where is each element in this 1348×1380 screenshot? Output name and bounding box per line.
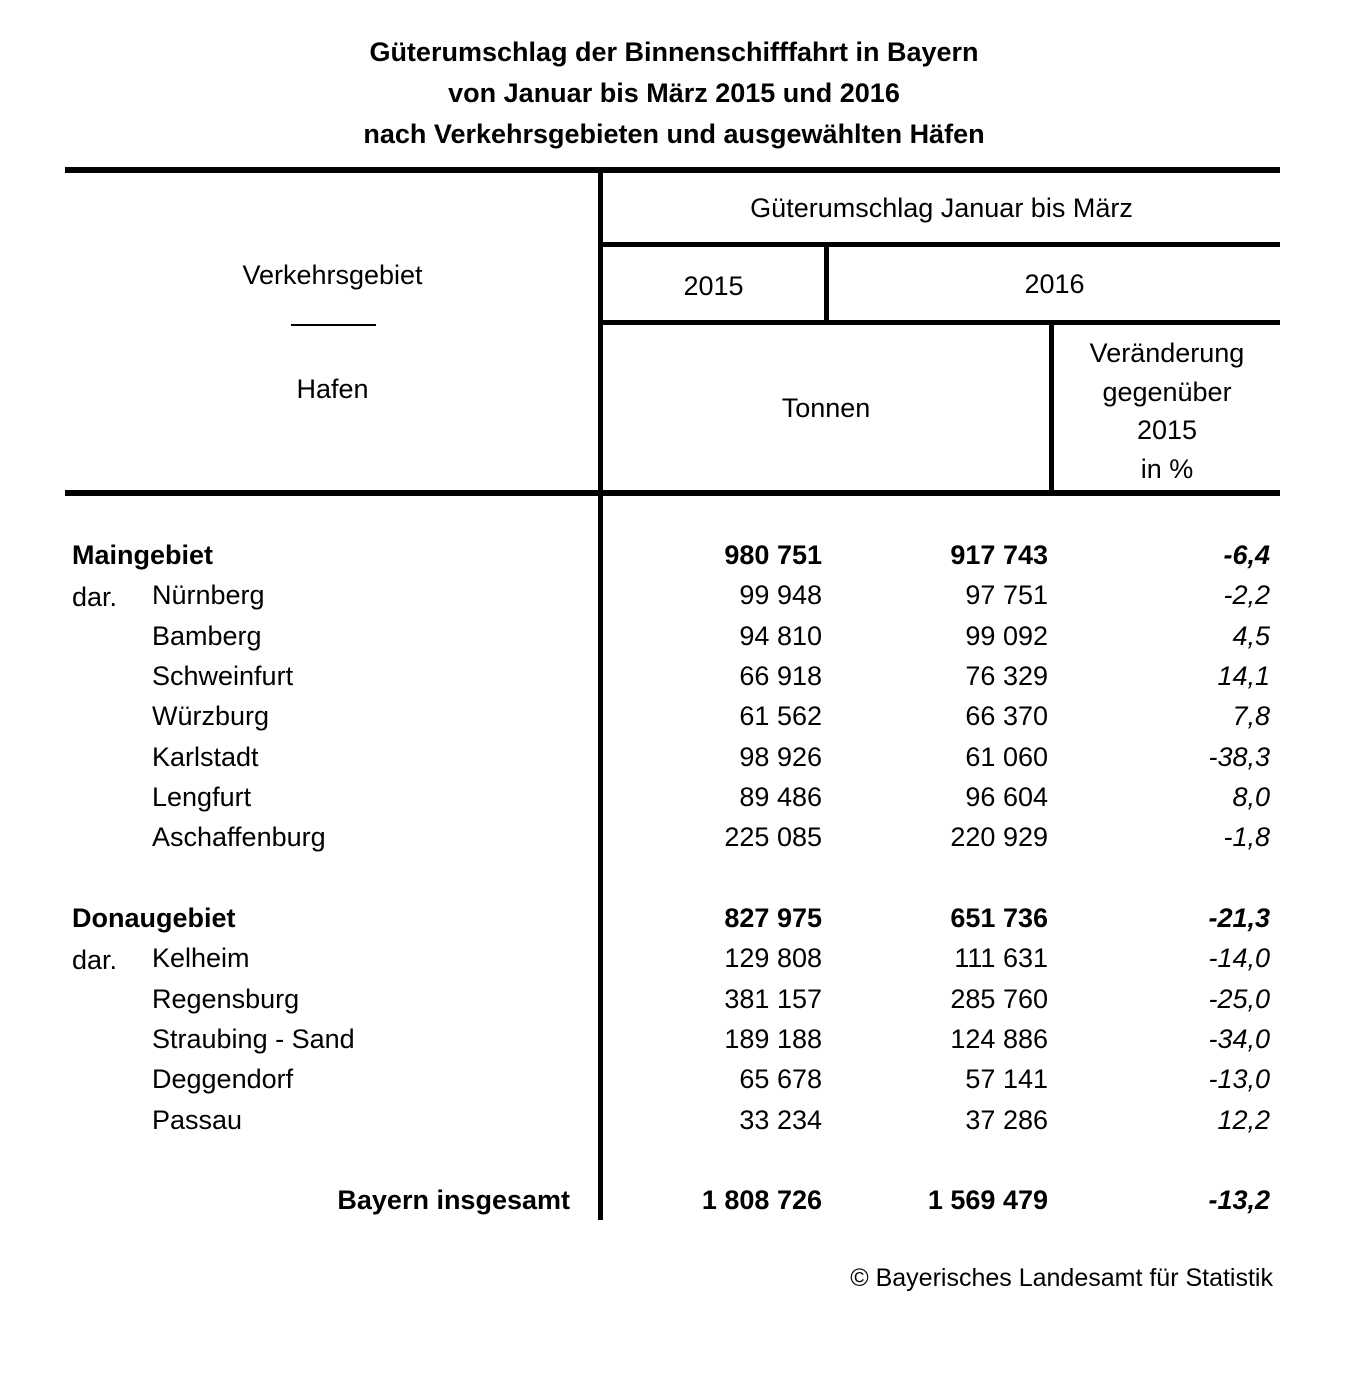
value-change: -2,2 <box>1223 580 1270 610</box>
value-2016: 651 736 <box>950 903 1048 933</box>
value-2016: 57 141 <box>965 1064 1048 1094</box>
total-2015: 1 808 726 <box>701 1185 822 1215</box>
title-line-2: von Januar bis März 2015 und 2016 <box>448 78 900 108</box>
value-2015: 94 810 <box>739 621 822 651</box>
value-2015: 66 918 <box>739 661 822 691</box>
port-name: Lengfurt <box>152 782 252 812</box>
port-name: Regensburg <box>152 984 300 1014</box>
group-header-rule <box>600 242 1280 247</box>
value-2016: 61 060 <box>965 742 1048 772</box>
port-name: Würzburg <box>152 701 270 731</box>
value-change: 12,2 <box>1217 1105 1270 1135</box>
year-header-rule <box>600 320 1280 325</box>
change-header-line-1: Veränderung <box>1089 338 1245 368</box>
value-change: 7,8 <box>1232 701 1270 731</box>
value-2016: 917 743 <box>950 540 1048 570</box>
group-header: Güterumschlag Januar bis März <box>750 193 1133 223</box>
port-name: Schweinfurt <box>152 661 294 691</box>
section-label: Donaugebiet <box>72 903 236 933</box>
value-change: 4,5 <box>1232 621 1270 651</box>
value-change: -14,0 <box>1208 943 1270 973</box>
port-name: Karlstadt <box>152 742 259 772</box>
value-2015: 980 751 <box>724 540 822 570</box>
value-change: -34,0 <box>1208 1024 1270 1054</box>
table-title <box>0 32 1348 155</box>
dar-prefix: dar. <box>72 945 118 975</box>
value-2015: 98 926 <box>739 742 822 772</box>
value-2016: 97 751 <box>965 580 1048 610</box>
value-change: -13,0 <box>1208 1064 1270 1094</box>
dar-prefix: dar. <box>72 582 118 612</box>
unit-header-tonnen: Tonnen <box>781 393 871 423</box>
title-line-1: Güterumschlag der Binnenschifffahrt in Bayern <box>369 37 979 67</box>
stub-header-verkehrsgebiet: Verkehrsgebiet <box>242 260 423 290</box>
port-name: Kelheim <box>152 943 250 973</box>
stub-divider <box>598 170 603 1220</box>
value-change: -1,8 <box>1223 822 1270 852</box>
change-header-line-4: in % <box>1140 453 1194 484</box>
section-label: Maingebiet <box>72 540 214 570</box>
value-change: -25,0 <box>1208 984 1270 1014</box>
total-change: -13,2 <box>1208 1185 1270 1215</box>
value-2015: 129 808 <box>724 943 822 973</box>
stub-header-hafen: Hafen <box>296 374 369 404</box>
value-2015: 99 948 <box>739 580 822 610</box>
value-2016: 96 604 <box>965 782 1048 812</box>
value-2016: 37 286 <box>965 1105 1048 1135</box>
value-change: -6,4 <box>1223 540 1270 570</box>
title-line-3: nach Verkehrsgebieten und ausgewählten Häfen <box>363 119 985 149</box>
column-header-2016: 2016 <box>1024 269 1085 299</box>
value-2015: 189 188 <box>724 1024 822 1054</box>
value-2015: 65 678 <box>739 1064 822 1094</box>
port-name: Deggendorf <box>152 1064 294 1094</box>
value-change: -38,3 <box>1208 742 1270 772</box>
value-change: 14,1 <box>1217 661 1270 691</box>
value-2016: 220 929 <box>950 822 1048 852</box>
port-name: Aschaffenburg <box>152 822 326 852</box>
value-2016: 124 886 <box>950 1024 1048 1054</box>
change-header-line-3: 2015 <box>1136 415 1198 445</box>
value-2015: 827 975 <box>724 903 822 933</box>
top-rule <box>65 167 1280 173</box>
value-2015: 61 562 <box>739 701 822 731</box>
column-header-2015: 2015 <box>683 271 744 301</box>
port-name: Bamberg <box>152 621 262 651</box>
total-2016: 1 569 479 <box>927 1185 1048 1215</box>
value-2016: 99 092 <box>965 621 1048 651</box>
header-bottom-rule <box>65 490 1280 496</box>
value-2015: 225 085 <box>724 822 822 852</box>
value-2015: 89 486 <box>739 782 822 812</box>
change-header <box>1054 334 1280 488</box>
value-2015: 33 234 <box>739 1105 822 1135</box>
value-2015: 381 157 <box>724 984 822 1014</box>
port-name: Nürnberg <box>152 580 265 610</box>
value-2016: 111 631 <box>954 943 1048 973</box>
stub-header-separator <box>291 324 376 326</box>
copyright-footer: © Bayerisches Landesamt für Statistik <box>850 1264 1273 1292</box>
value-change: 8,0 <box>1232 782 1270 812</box>
port-name: Passau <box>152 1105 243 1135</box>
port-name: Straubing - Sand <box>152 1024 355 1054</box>
change-header-line-2: gegenüber <box>1102 376 1232 407</box>
value-2016: 76 329 <box>965 661 1048 691</box>
value-change: -21,3 <box>1208 903 1270 933</box>
total-label: Bayern insgesamt <box>337 1185 570 1215</box>
value-2016: 66 370 <box>965 701 1048 731</box>
value-2016: 285 760 <box>950 984 1048 1014</box>
